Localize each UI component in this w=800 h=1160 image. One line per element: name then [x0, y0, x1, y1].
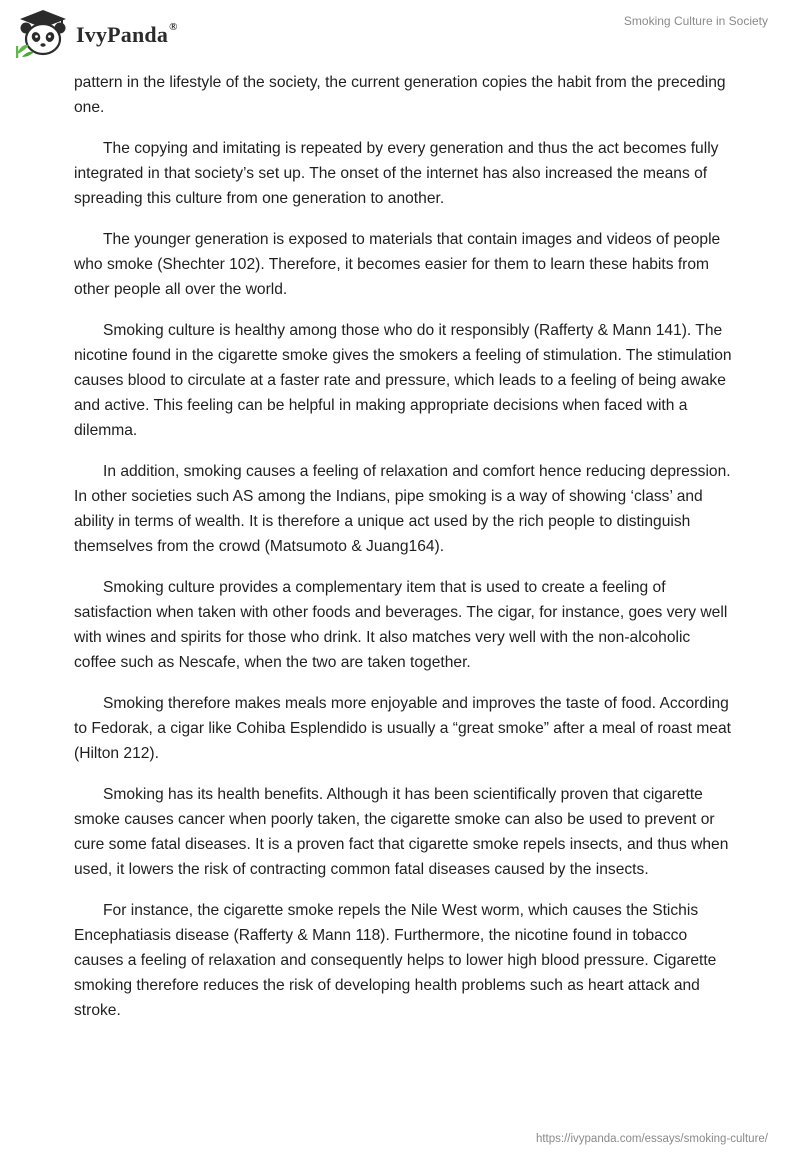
paragraph-continuation: pattern in the lifestyle of the society, the current generation copies the habit from the preceding one. — [74, 74, 726, 116]
source-url-link[interactable]: https://ivypanda.com/essays/smoking-culture/ — [535, 1133, 768, 1145]
paragraph: Smoking culture is healthy among those who do it responsibly (Rafferty & Mann 141). The nicotine found in the cigarette smoke gives the smokers a feeling of stimulation. The stimulation causes blood to circulate at a faster rate and pressure, which leads to a feeling of being awake and active. This feeling can be helpful in making appropriate decisions when faced with a dilemma. — [74, 322, 732, 439]
paragraph: For instance, the cigarette smoke repels the Nile West worm, which causes the Stichis Encephatiasis disease (Rafferty & Mann 118). Furthermore, the nicotine found in tobacco causes a feeling of relaxation and consequently helps to lower high blood pressure. Cigarette smoking therefore reduces the risk of developing health problems such as heart attack and stroke. — [74, 902, 717, 1019]
ivypanda-logo[interactable] — [14, 8, 178, 58]
paragraph: In addition, smoking causes a feeling of relaxation and comfort hence reducing depression. In other societies such AS among the Indians, pipe smoking is a way of showing ‘class’ and ability in terms of wealth. It is therefore a unique act used by the rich people to distinguish themselves from the crowd (Matsumoto & Juang164). — [74, 463, 731, 555]
page-header — [0, 0, 800, 70]
logo-text: IvyPanda® — [76, 20, 178, 47]
document-title: Smoking Culture in Society — [623, 14, 768, 28]
paragraph: Smoking culture provides a complementary item that is used to create a feeling of satisfaction when taken with other foods and beverages. The cigar, for instance, goes very well with wines and spirits for those who drink. It also matches very well with the non-alcoholic coffee such as Nescafe, when the two are taken together. — [74, 579, 728, 671]
essay-body — [74, 70, 734, 1039]
paragraph: The copying and imitating is repeated by every generation and thus the act becomes fully integrated in that society’s set up. The onset of the internet has also increased the means of spreading this culture from one generation to another. — [74, 140, 719, 207]
paragraph: Smoking therefore makes meals more enjoyable and improves the taste of food. According to Fedorak, a cigar like Cohiba Esplendido is usually a “great smoke” after a meal of roast meat (Hilton 212). — [74, 695, 731, 762]
panda-logo-icon — [14, 8, 72, 58]
paragraph: The younger generation is exposed to materials that contain images and videos of people who smoke (Shechter 102). Therefore, it becomes easier for them to learn these habits from other people all over the world. — [74, 231, 721, 298]
paragraph: Smoking has its health benefits. Although it has been scientifically proven that cigarette smoke causes cancer when poorly taken, the cigarette smoke can also be used to prevent or cure some fatal diseases. It is a proven fact that cigarette smoke repels insects, and thus when used, it lowers the risk of contracting common fatal diseases caused by the insects. — [74, 786, 729, 878]
